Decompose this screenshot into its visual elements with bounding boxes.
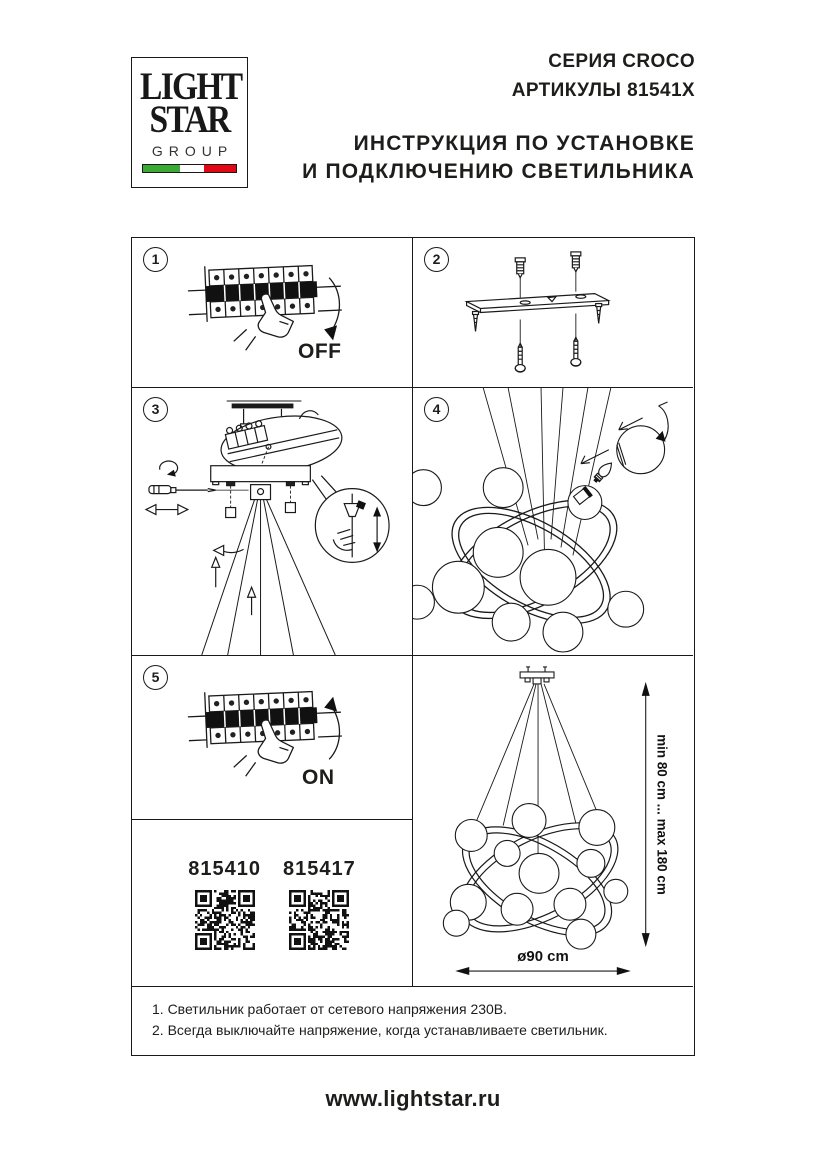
step-number-badge: 3 xyxy=(143,397,168,422)
step3-panel xyxy=(132,388,413,656)
diameter-dimension xyxy=(455,967,630,975)
arrow-up-icon xyxy=(324,697,337,712)
breaker-off-illustration xyxy=(132,238,412,387)
canopy-mounting-illustration xyxy=(132,388,412,655)
italy-flag-bar xyxy=(142,164,237,173)
notes-box xyxy=(132,987,693,1054)
height-dimension xyxy=(642,682,650,947)
instruction-title-line2: И ПОДКЛЮЧЕНИЮ СВЕТИЛЬНИКА xyxy=(302,159,695,183)
step-number-badge: 5 xyxy=(143,665,168,690)
shade-assembly-illustration xyxy=(413,388,693,655)
chandelier-dimensions-illustration xyxy=(413,656,693,986)
flag-green-segment xyxy=(143,165,180,172)
logo-word-star: STAR xyxy=(149,98,230,142)
instruction-title xyxy=(302,130,695,185)
dimensions-panel xyxy=(413,656,693,987)
article-number: 815410 xyxy=(188,858,261,880)
header-titles xyxy=(302,51,695,185)
instruction-title-line1: ИНСТРУКЦИЯ ПО УСТАНОВКЕ xyxy=(353,132,695,155)
articles-panel xyxy=(132,820,413,987)
height-range-label: min 80 cm ... max 180 cm xyxy=(654,734,670,895)
off-label: OFF xyxy=(298,340,342,363)
bracket-illustration xyxy=(413,238,693,387)
lightstar-logo xyxy=(131,57,248,188)
qr-code xyxy=(195,890,255,950)
step4-panel xyxy=(413,388,693,656)
note-line-2: 2. Всегда выключайте напряжение, когда устанавливаете светильник. xyxy=(152,1022,608,1038)
step-number-badge: 2 xyxy=(424,247,449,272)
breaker-on-illustration xyxy=(132,656,412,819)
article-block xyxy=(283,858,356,950)
note-line-1: 1. Светильник работает от сетевого напряжения 230В. xyxy=(152,1001,508,1017)
step2-panel xyxy=(413,238,693,388)
steps-table xyxy=(131,237,695,1056)
up-arrows xyxy=(212,545,256,615)
step-number-badge: 4 xyxy=(424,397,449,422)
step-number-badge: 1 xyxy=(143,247,168,272)
arrow-down-icon xyxy=(324,325,337,340)
bulb-icon xyxy=(591,460,615,485)
articles-title: АРТИКУЛЫ 81541X xyxy=(511,80,695,101)
qr-code xyxy=(289,890,349,950)
on-label: ON xyxy=(302,766,335,789)
logo-word-light: LIGHT xyxy=(140,65,242,108)
flag-red-segment xyxy=(204,165,236,172)
step5-panel xyxy=(132,656,413,820)
article-block xyxy=(188,858,261,950)
diameter-label: ø90 cm xyxy=(517,948,569,966)
logo-word-group: GROUP xyxy=(151,143,234,160)
step1-panel xyxy=(132,238,413,388)
cable-lock-detail xyxy=(312,476,389,563)
series-title: СЕРИЯ CROCO xyxy=(548,51,695,72)
site-url: www.lightstar.ru xyxy=(325,1086,501,1111)
article-number: 815417 xyxy=(283,858,356,880)
flag-white-segment xyxy=(180,165,204,172)
